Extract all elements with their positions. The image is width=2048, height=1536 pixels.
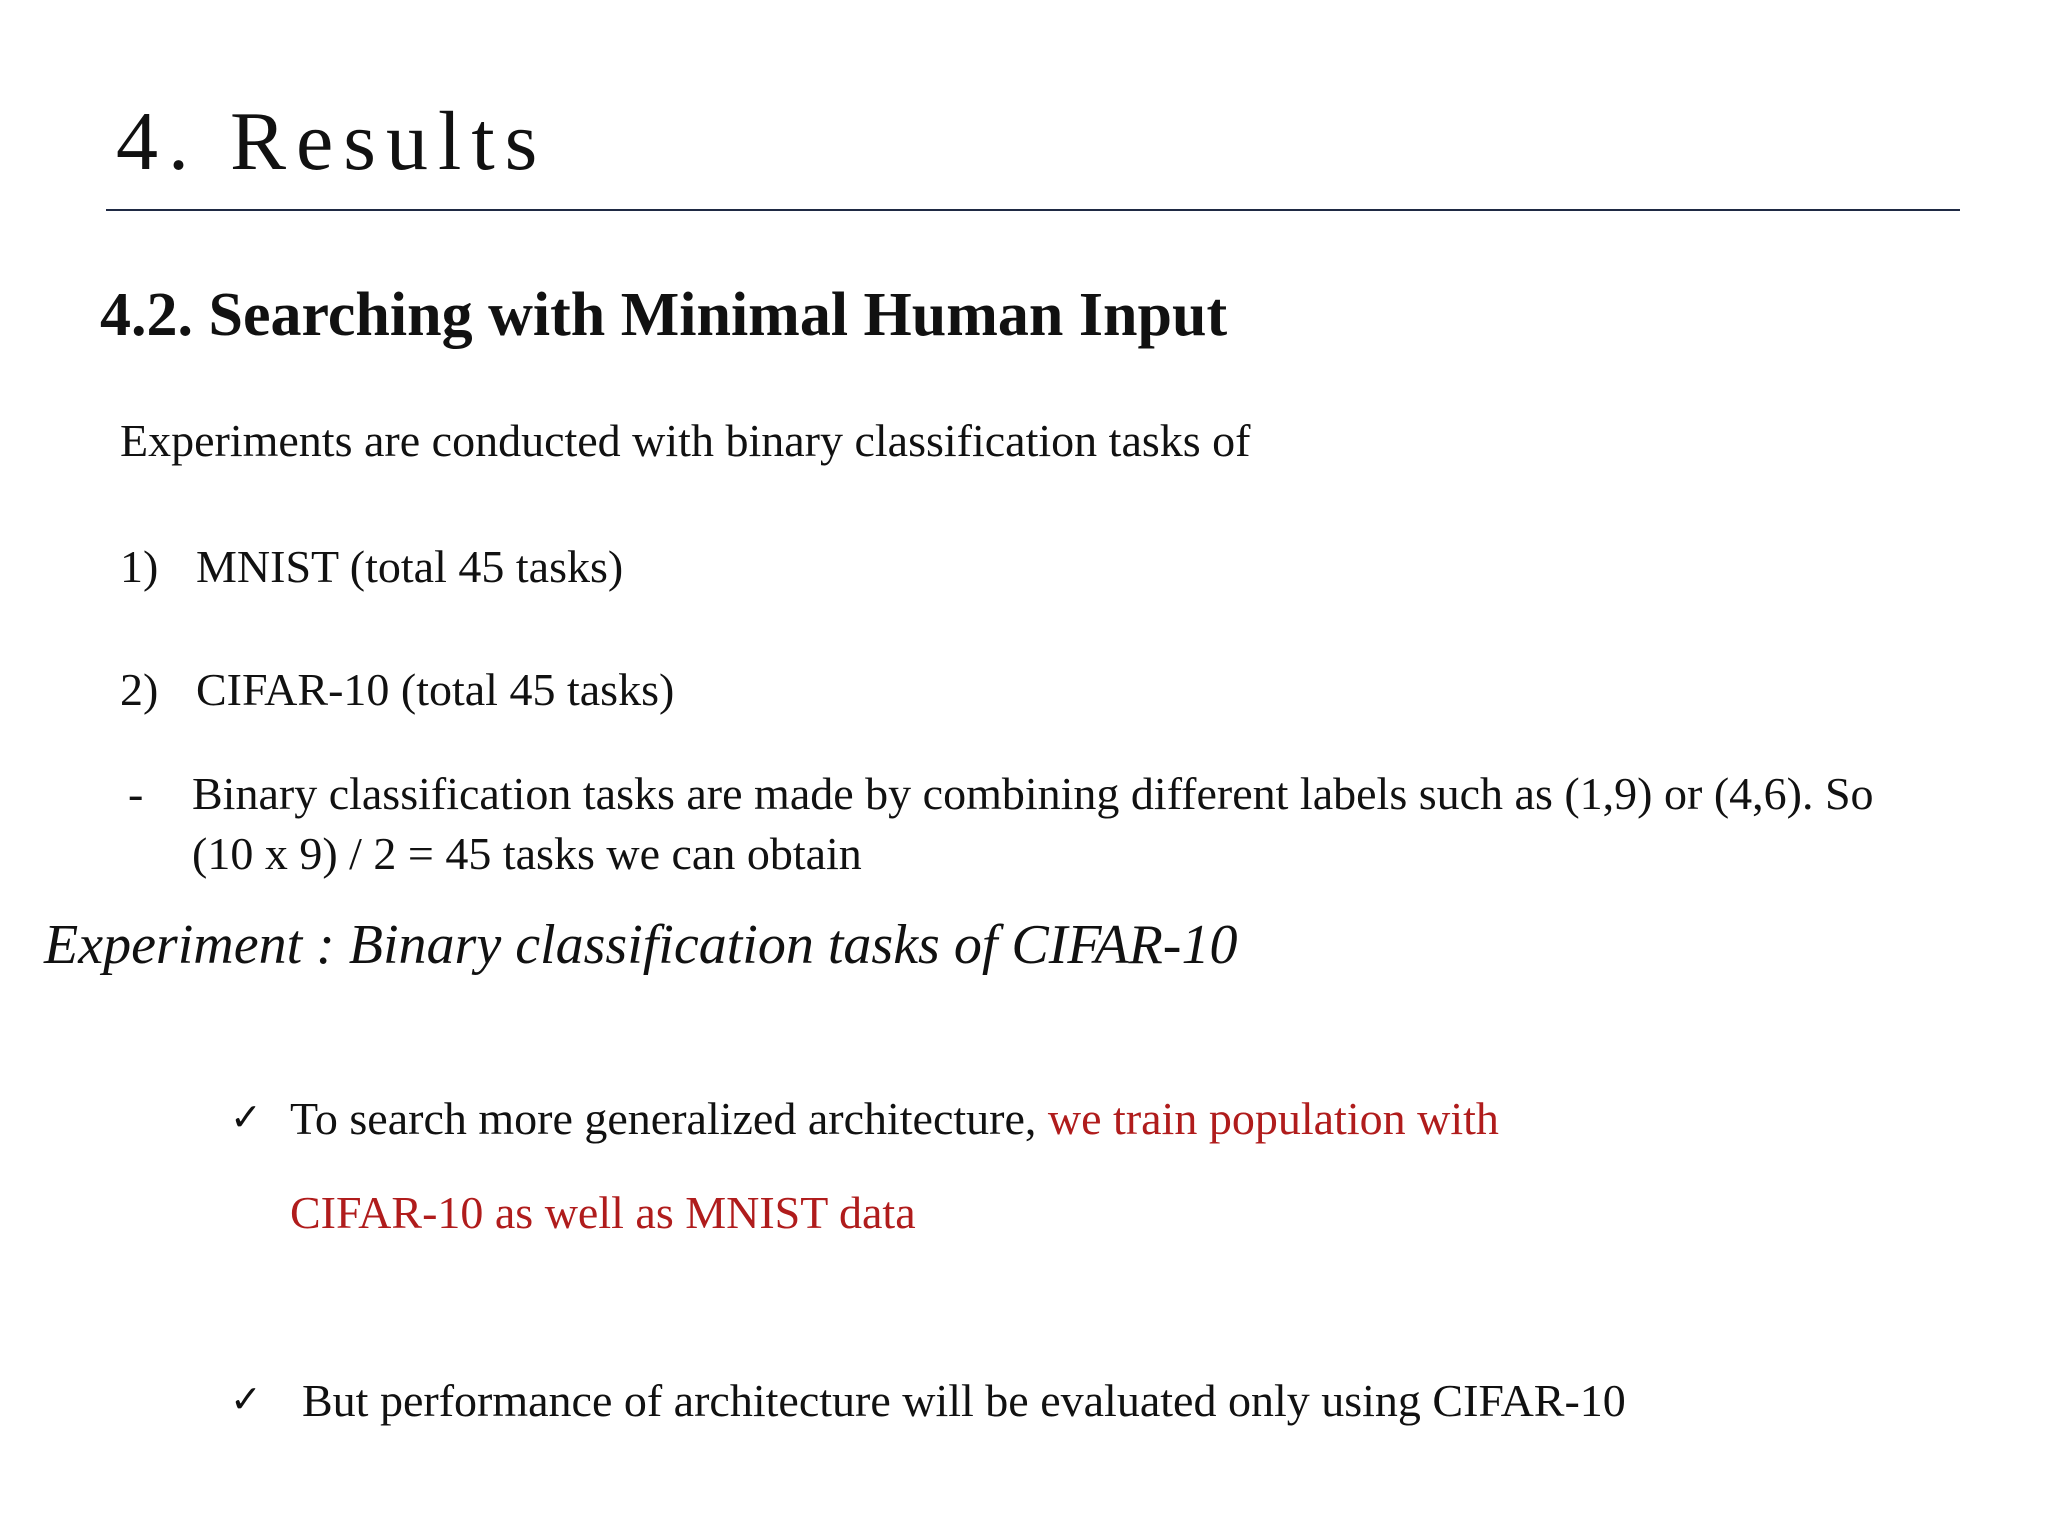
list-item-text: MNIST (total 45 tasks) [196, 541, 624, 592]
check-item-highlight: we train population with [1047, 1093, 1499, 1144]
experiment-heading: Experiment : Binary classification tasks of CIFAR-10 [44, 914, 1238, 976]
check-item-generalized [230, 1093, 1499, 1144]
intro-text: Experiments are conducted with binary classification tasks of [120, 415, 1251, 466]
check-item-highlight-continued: CIFAR-10 as well as MNIST data [290, 1187, 916, 1238]
list-number: 1) [120, 541, 159, 592]
check-item-text: But performance of architecture will be evaluated only using CIFAR-10 [302, 1375, 1626, 1426]
list-number: 2) [120, 664, 159, 715]
check-icon: ✓ [230, 1377, 262, 1421]
title-divider [106, 209, 1960, 211]
check-icon: ✓ [230, 1095, 262, 1139]
list-item-cifar [120, 664, 675, 715]
dash-symbol: - [128, 768, 144, 819]
slide-title: 4. Results [116, 95, 548, 188]
list-item-text: CIFAR-10 (total 45 tasks) [196, 664, 675, 715]
list-item-mnist [120, 541, 624, 592]
check-item-text: To search more generalized architecture, [290, 1093, 1048, 1144]
check-item-evaluation [230, 1375, 1626, 1426]
dash-bullet-text: Binary classification tasks are made by combining different labels such as (1,9) or (4,6). So (10 x 9) / 2 = 45 tasks we can obtain [192, 768, 1874, 879]
section-heading: 4.2. Searching with Minimal Human Input [100, 281, 1228, 349]
dash-bullet [128, 764, 1918, 884]
